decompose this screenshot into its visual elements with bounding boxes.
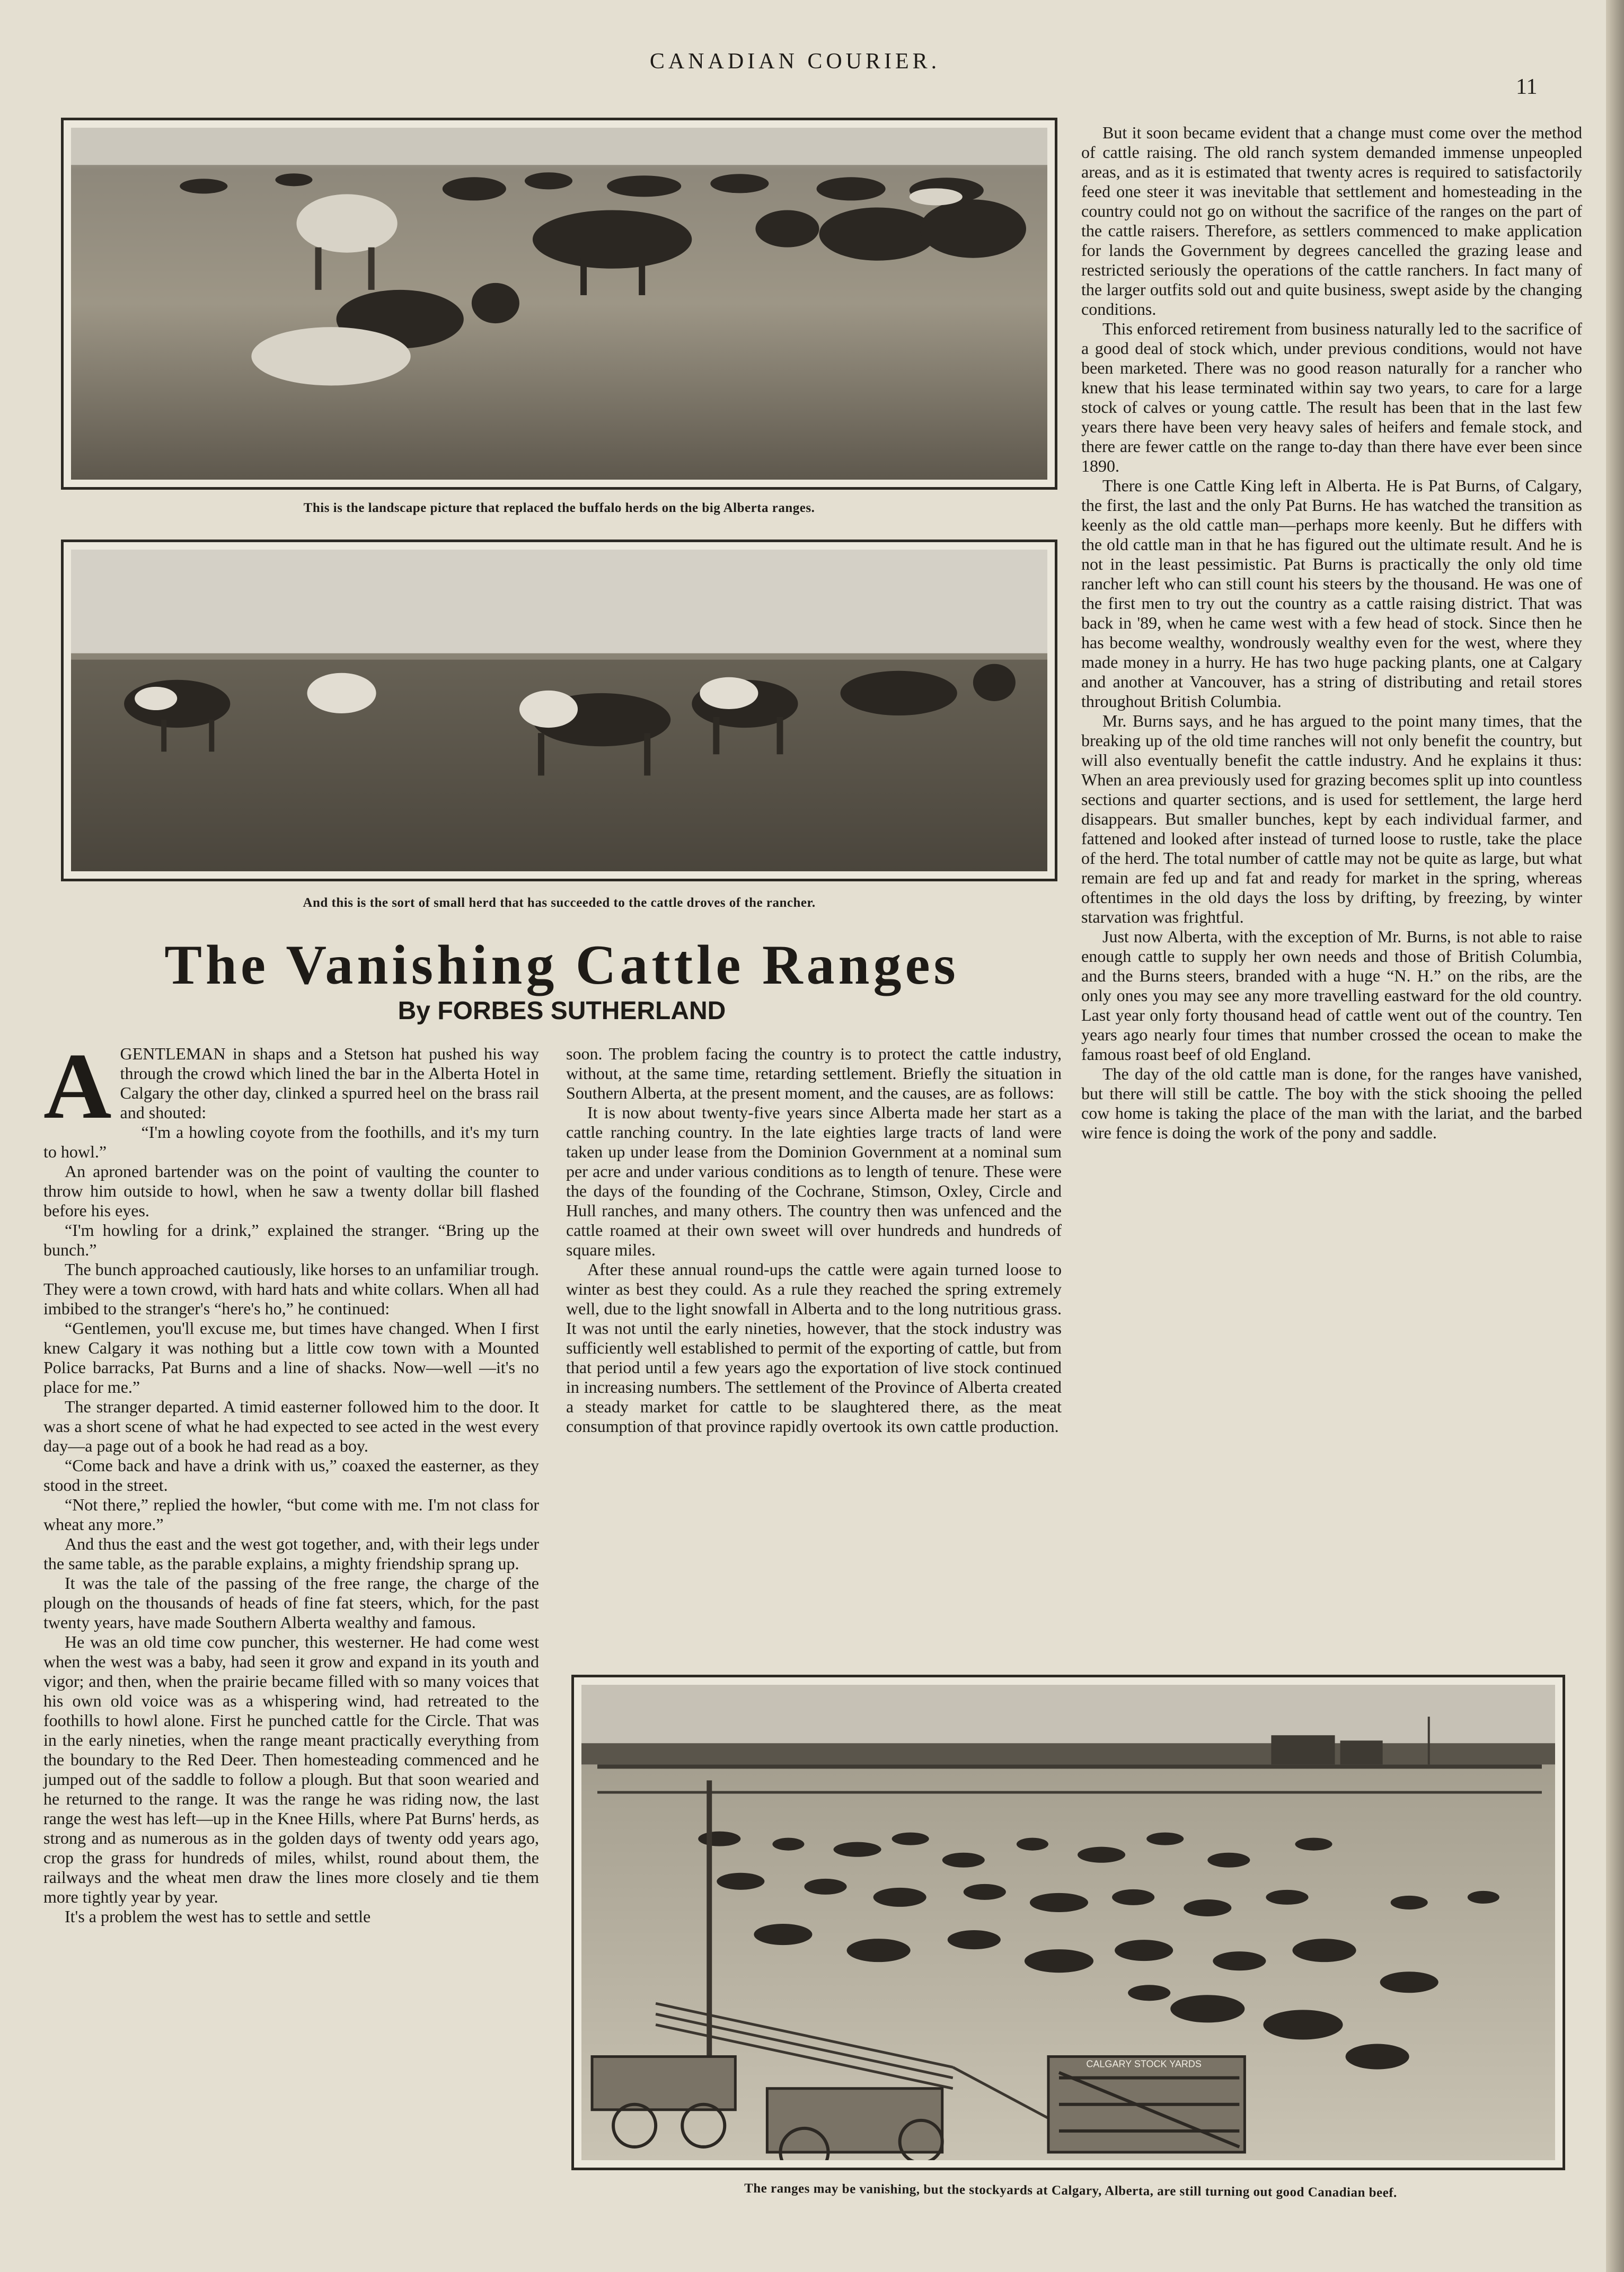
drop-cap: A <box>43 1033 112 1138</box>
photo-caption: And this is the sort of small herd that has succeeded to the cattle droves of the rancher. <box>303 896 816 910</box>
running-head: CANADIAN COURIER. <box>649 49 941 74</box>
stockyard-gate-sign: CALGARY STOCK YARDS <box>1086 2058 1202 2070</box>
article-title: The Vanishing Cattle Ranges <box>164 934 959 996</box>
photo-stockyards <box>571 1675 1565 2170</box>
article-column-3: But it soon became evident that a change must come over the method of cattle raising. The old ranch system demanded immense unpeopled areas, and as it is estimated that twenty acres is required to satisfactorily feed one steer it was inevitable that settlement and homesteading in the country could not go on without the sacrifice of the ranges on the part of the cattle raisers. Therefore, as settlers commenced to make application for lands the Government by degrees cancelled the grazing lease and restricted seriously the operations of the cattle ranchers. In fact many of the larger outfits sold out and quite business, swept aside by the changing conditions. This enforced retirement from business naturally led to the sacrifice of a good deal of stock which, under previous conditions, would not have been marketed. There was no good reason naturally for a rancher who knew that his lease terminated within say two years, to care for a large stock of calves or young cattle. The result has been that in the last few years there have been very heavy sales of heifers and female stock, and there are fewer cattle on the range to-day than there have ever been since 1890. There is one Cattle King left in Alberta. He is Pat Burns, of Calgary, the first, the last and the only Pat Burns. He has watched the transition as keenly as the old cattle man—perhaps more keenly. But he differs with the old cattle man in that he has figured out the ultimate result. And he is not in the least pessimistic. Pat Burns is practically the only old time rancher left who can still count his steers by the thousand. He was one of the first men to try out the country as a cattle raising district. That was back in '89, when he came west with a few head of stock. Since then he has become wealthy, wondrously wealthy even for the west, where they made money in a hurry. He has two huge packing plants, one at Calgary and another at Vancouver, has a string of distributing and retail stores throughout British Columbia. Mr. Burns says, and he has argued to the point many times, that the breaking up of the old time ranches will not only benefit the country, but will also eventually benefit the cattle industry. And he explains it thus: When an area previously used for grazing becomes split up into countless sections and quarter sections, and is used for settlement, the large herd disappears. But smaller bunches, kept by each individual farmer, and fattened and looked after instead of turned loose to rustle, take the place of the herd. The total number of cattle may not be quite as large, but what remain are fed up and fat and ready for market in the spring, whereas oftentimes in the old days the loss by drifting, by freezing, by winter starvation was frightful. Just now Alberta, with the exception of Mr. Burns, is not able to raise enough cattle to supply her own needs and those of British Columbia, and the Burns steers, branded with a huge “N. H.” on the ribs, are the only ones you may see any more travelling eastward for the old country. Last year only forty thousand head of cattle went out of the country. Ten years ago nearly four times that number crossed the ocean to make the famous roast beef of old England. The day of the old cattle man is done, for the ranges have vanished, but there will still be cattle. The boy with the stick shooing the pelled cow home is taking the place of the man with the lariat, and the barbed wire fence is doing the work of the pony and saddle. <box>1081 123 1582 1142</box>
photo-range-herd <box>61 118 1057 490</box>
photo-small-herd <box>61 540 1057 881</box>
article-byline: By FORBES SUTHERLAND <box>398 997 726 1025</box>
photo-caption: The ranges may be vanishing, but the stockyards at Calgary, Alberta, are still turning out good Canadian beef. <box>744 2181 1397 2200</box>
article-column-1: AGENTLEMAN in shaps and a Stetson hat pushed his way through the crowd which lined the bar in the Alberta Hotel in Calgary the other day, clinked a spurred heel on the brass rail and shouted: “I'm a howling coyote from the foothills, and it's my turn to howl.” An aproned bartender was on the point of vaulting the counter to throw him outside to howl, when he saw a twenty dollar bill flashed before his eyes. “I'm howling for a drink,” explained the stranger. “Bring up the bunch.” The bunch approached cautiously, like horses to an unfamiliar trough. They were a town crowd, with hard hats and white collars. When all had imbibed to the stranger's “here's ho,” he continued: “Gentlemen, you'll excuse me, but times have changed. When I first knew Calgary it was nothing but a little cow town with a Mounted Police barracks, Pat Burns and a line of shacks. Now—well —it's no place for me.” The stranger departed. A timid easterner followed him to the door. It was a short scene of what he had expected to see acted in the west every day—a page out of a book he had read as a boy. “Come back and have a drink with us,” coaxed the easterner, as they stood in the street. “Not there,” replied the howler, “but come with me. I'm not class for wheat any more.” And thus the east and the west got together, and, with their legs under the same table, as the parable explains, a mighty friendship sprang up. It was the tale of the passing of the free range, the charge of the plough on the thousands of heads of fine fat steers, which, for the past twenty years, have made Southern Alberta wealthy and famous. He was an old time cow puncher, this westerner. He had come west when the west was a baby, had seen it grow and expand in its youth and vigor; and then, when the prairie became filled with so many voices that his own old voice was as a whispering wind, had retreated to the foothills to howl alone. First he punched cattle for the Circle. That was in the early nineties, when the range meant practically everything from the boundary to the Red Deer. Then homesteading commenced and he jumped out of the saddle to follow a plough. But that soon wearied and he returned to the range. It was the range he was riding now, the last range the west has left—up in the Knee Hills, where Pat Burns' herds, as strong and as numerous as in the golden days of twenty odd years ago, crop the grass for hundreds of miles, whilst, round about them, the railways and the wheat men draw the lines more closely and tie them more tightly year by year. It's a problem the west has to settle and settle <box>43 1033 539 1926</box>
page-number: 11 <box>1516 75 1538 99</box>
article-column-2: soon. The problem facing the country is to protect the cattle industry, without, at the same time, retarding settlement. Briefly the situation in Southern Alberta, at the present moment, and the causes, are as follows: It is now about twenty-five years since Alberta made her start as a cattle ranching country. In the late eighties large tracts of land were taken up under lease from the Dominion Government at a nominal sum per acre and under various conditions as to length of tenure. These were the days of the founding of the Cochrane, Stimson, Oxley, Circle and Hull ranches, and many others. The country then was unfenced and the cattle roamed at their own sweet will over hundreds and hundreds of square miles. After these annual round-ups the cattle were again turned loose to winter as best they could. As a rule they reached the spring extremely well, due to the light snowfall in Alberta and to the long nutritious grass. It was not until the early nineties, however, that the stock industry was sufficiently well established to permit of the exporting of cattle, but from that period until a few years ago the exportation of live stock continued in increasing numbers. The settlement of the Province of Alberta created a steady market for cattle to be slaughtered there, as the meat consumption of that province rapidly overtook its own cattle production. <box>566 1044 1062 1436</box>
page-edge <box>1606 0 1624 2272</box>
photo-caption: This is the landscape picture that replaced the buffalo herds on the big Alberta ranges. <box>303 501 815 515</box>
